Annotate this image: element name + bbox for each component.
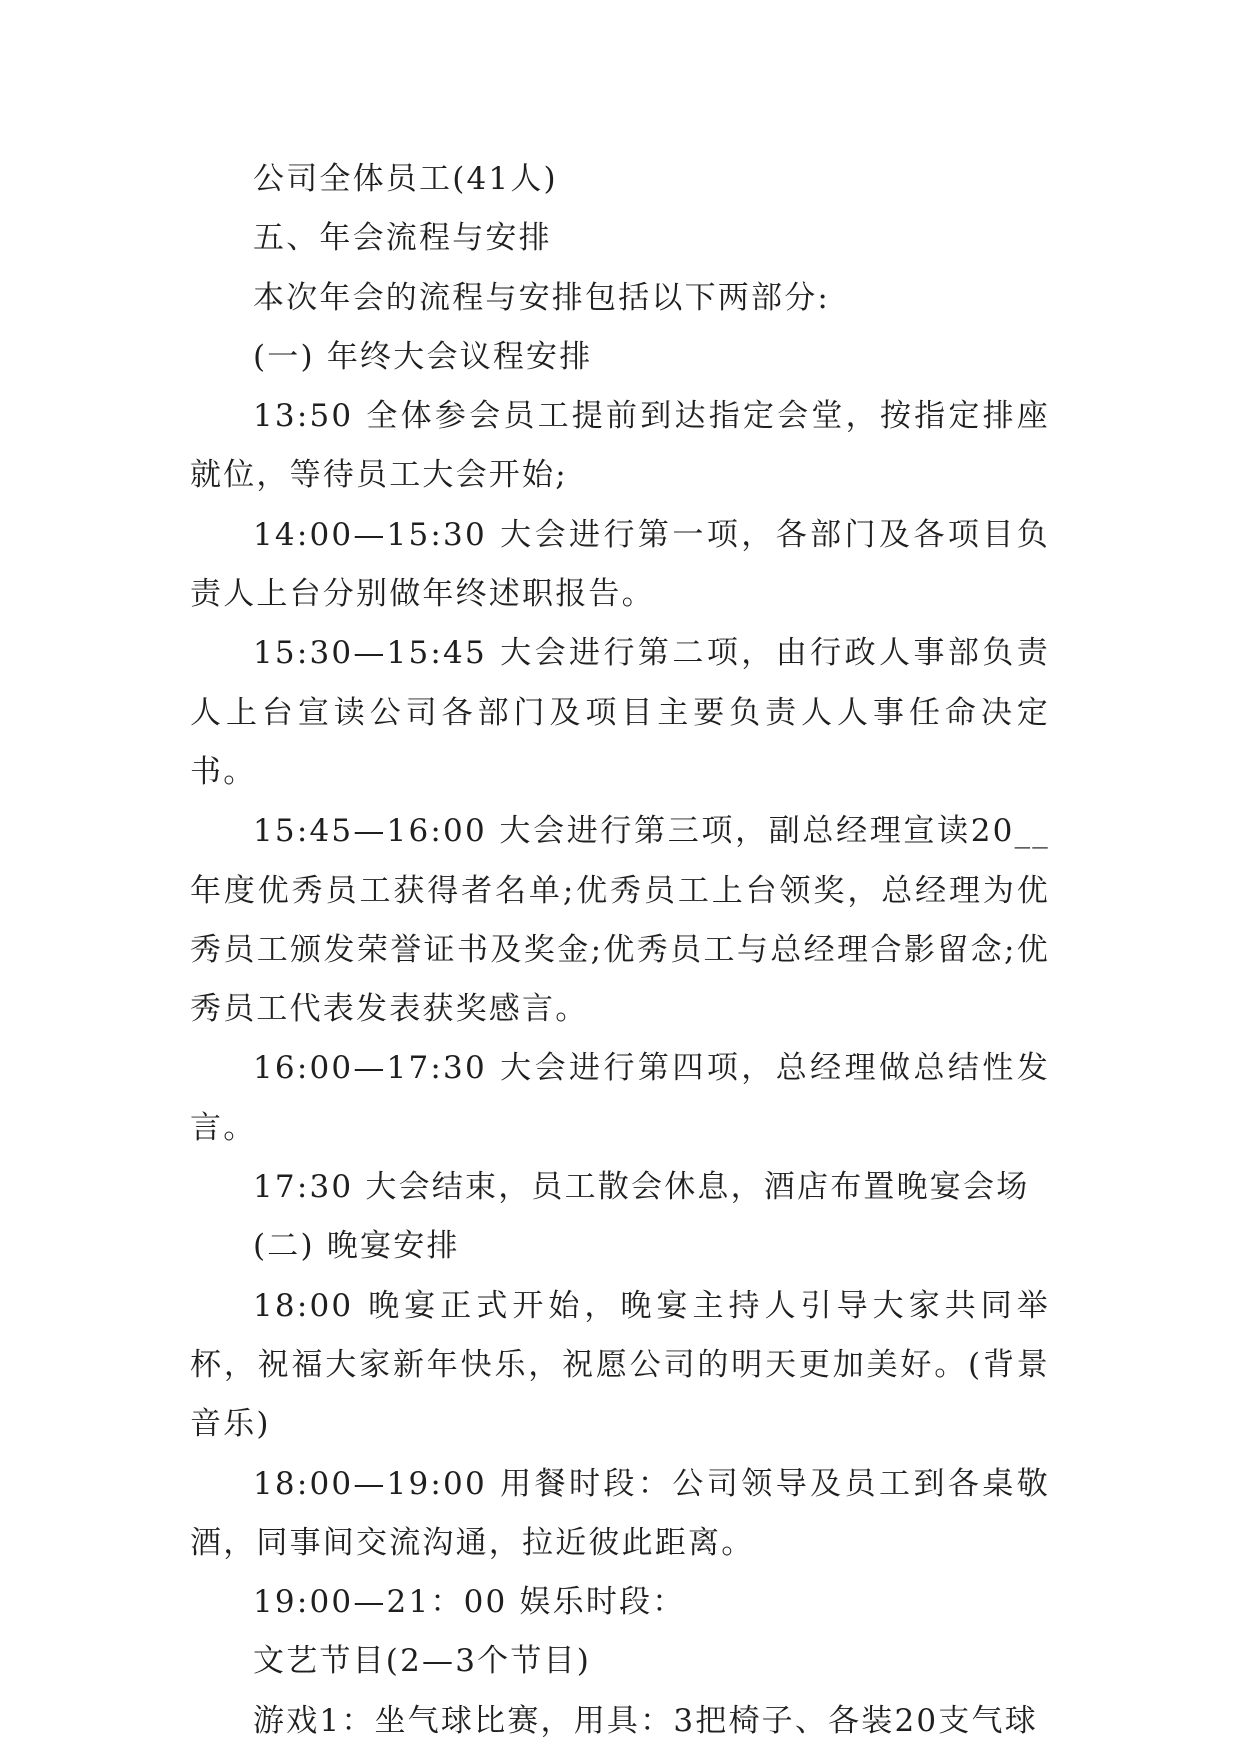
agenda-item: 19:00—21：00 娱乐时段：: [253, 1584, 686, 1621]
paragraph-intro: 本次年会的流程与安排包括以下两部分:: [253, 279, 831, 316]
paragraph-attendees: 公司全体员工(41人): [253, 161, 558, 197]
agenda-item: 17:30 大会结束，员工散会休息，酒店布置晚宴会场: [253, 1169, 1030, 1206]
agenda-item: 13:50 全体参会员工提前到达指定会堂，按指定排座就位，等待员工大会开始;: [190, 398, 1050, 494]
document-body: [190, 150, 1050, 1751]
agenda-item: 18:00 晚宴正式开始，晚宴主持人引导大家共同举杯，祝福大家新年快乐，祝愿公司的明天更加美好。(背景音乐): [190, 1287, 1050, 1443]
section-heading-process: 五、年会流程与安排: [253, 220, 552, 257]
agenda-item: 文艺节目(2—3个节目): [253, 1643, 592, 1680]
subsection-heading-meeting: (一) 年终大会议程安排: [253, 338, 593, 375]
agenda-item: 游戏1：坐气球比赛，用具：3把椅子、各装20支气球: [253, 1702, 1038, 1739]
agenda-item: 14:00—15:30 大会进行第一项，各部门及各项目负责人上台分别做年终述职报告。: [190, 516, 1050, 613]
agenda-item: 15:45—16:00 大会进行第三项，副总经理宣读20__年度优秀员工获得者名单;优秀员工上台领奖，总经理为优秀员工颁发荣誉证书及奖金;优秀员工与总经理合影留念;优秀员工代表发表获奖感言。: [190, 813, 1050, 1028]
agenda-item: 15:30—15:45 大会进行第二项，由行政人事部负责人上台宣读公司各部门及项目主要负责人人事任命决定书。: [190, 635, 1050, 790]
subsection-heading-banquet: (二) 晚宴安排: [253, 1228, 460, 1265]
agenda-item: 16:00—17:30 大会进行第四项，总经理做总结性发言。: [190, 1050, 1050, 1146]
agenda-item: 18:00—19:00 用餐时段：公司领导及员工到各桌敬酒，同事间交流沟通，拉近彼此距离。: [190, 1465, 1050, 1561]
